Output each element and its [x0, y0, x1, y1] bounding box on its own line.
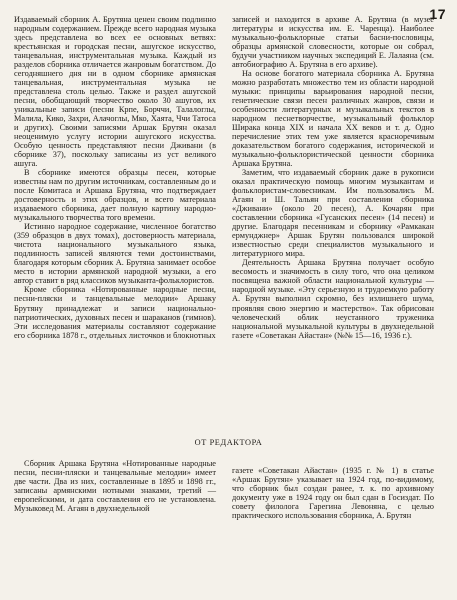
paragraph: газете «Советакан Айастан» (1935 г. № 1) в статье «Аршак Брутян» указывает на 1924 год, по-видимому, что сборник был создан ранее, т. к. по архивному документу уже в 1924 году он был сдан в Госиздат. По совету филолога Гарегина Левоняна, с целью практического использования сборника, А. Брутян: [232, 466, 434, 521]
right-column-bottom: [232, 466, 434, 520]
section-heading: ОТ РЕДАКТОРА: [194, 438, 263, 447]
paragraph: Заметим, что издаваемый сборник даже в рукописи оказал практическую помощь многим музыкантам и фольклористам-словесникам. Им пользовались М. Агаян и Ш. Тальян при составлении сборника «Дживани» (около 20 песен), А. Кочарян при составлении сборника «Гусанских песен» (14 песен) и другие. Благодаря песенникам и сборнику «Рамкакан ермунджнер» Аршак Брутян пользовался широкой известностью среди специалистов музыкального и литературного мира.: [232, 168, 434, 259]
paragraph: Деятельность Аршака Брутяна получает особую весомость и значимость в силу того, что она целиком посвящена важной области национальной культуры — народной музыке. «Эту серьезную и трудоемкую работу А. Брутян выполнил скромно, без излишнего шума, проявляя свою энергию и мастерство». Так обрисован человеческий облик неустанного труженика национальной музыкальной культуры в двухнедельной газете «Советакан Айастан» (№№ 15—16, 1936 г.).: [232, 258, 434, 340]
page-number: 17: [429, 6, 446, 22]
paragraph: Издаваемый сборник А. Брутяна ценен своим подлинно народным содержанием. Прежде всего народная музыка здесь представлена во всех ее основных ветвях: крестьянская и городская песни, ашугское искусство, танцевальная, инструментальная музыка. Каждый из разделов сборника отличается жанровым богатством. До сегодняшнего дня ни в одном сборнике армянская танцевальная, инструментальная музыка не представлена столь целью. Также и раздел ашугской песни, обобщающий творчество около 30 ашугов, их уникальные записи (песни Крпе, Борччи, Талалоглы, Малила, Кико, Захри, Алачоглы, Мко, Хаята, Ччи Татоса и других). Своими записями Аршак Брутян оказал неоценимую услугу истории ашугского искусства. Особую ценность представляют песни Дживани (в сборнике 37), поскольку записаны из уст великого ашуга.: [14, 15, 216, 169]
right-column-top: [232, 15, 434, 340]
paragraph: записей и находится в архиве А. Брутяна (в музее литературы и искусства им. Е. Чаренца). Наиболее музыкально-фольклорные статьи басни-пословицы, образцы армянской словесности, которые он собрал, будучи участником научных экспедиций Е. Лалаяна (см. автобиографию А. Брутяна в его архиве).: [232, 15, 434, 70]
paragraph: На основе богатого материала сборника А. Брутяна можно разработать множество тем из области народной музыки: принципы варьирования народной песни, генетические связи песен различных жанров, связи и особенности литературных и музыкальных текстов в народном песнетворчестве, музыкальный фольклор Ширака конца XIX и начала XX веков и т. д. Одно перечисление этих тем уже является красноречивым доказательством богатого содержания, исторической и музыкально-фольклористической ценности сборника Аршака Брутяна.: [232, 69, 434, 169]
paragraph: Кроме сборника «Нотированные народные песни, песни-пляски и танцевальные мелодии» Аршаку Брутяну принадлежат и записи национально-патриотических, духовных песен и шараканов (гимнов). Эти исследования материалы составляют содержание его сборника 1878 г., отдельных листочков и блокнотных: [14, 285, 216, 340]
paragraph: В сборнике имеются образцы песен, которые известны нам по другим источникам, составленным до и после Комитаса и Аршака Брутяна, что подтверждает достоверность и этих образцов, и всего материала издаваемого сборника, дает полную картину народно-музыкального творчества того времени.: [14, 168, 216, 223]
paragraph: Истинно народное содержание, численное богатство (359 образцов в двух томах), достоверность материала, чистота национального музыкального языка, подлинность записей являются теми достоинствами, благодаря которым сборник А. Брутяна занимает особое место в истории армянской народной музыки, а его автор ставит в ряд классиков музыканта-фольклористов.: [14, 222, 216, 286]
left-column-bottom: [14, 459, 216, 513]
paragraph: Сборник Аршака Брутяна «Нотированные народные песни, песни-пляски и танцевальные мелодии» имеет две части. Два из них, составленные в 1895 и 1898 гг., записаны армянскими нотными знаками, третий — европейскими, и дата составления его не установлена. Музыковед М. Агаян в двухнедельной: [14, 459, 216, 514]
left-column-top: [14, 15, 216, 340]
